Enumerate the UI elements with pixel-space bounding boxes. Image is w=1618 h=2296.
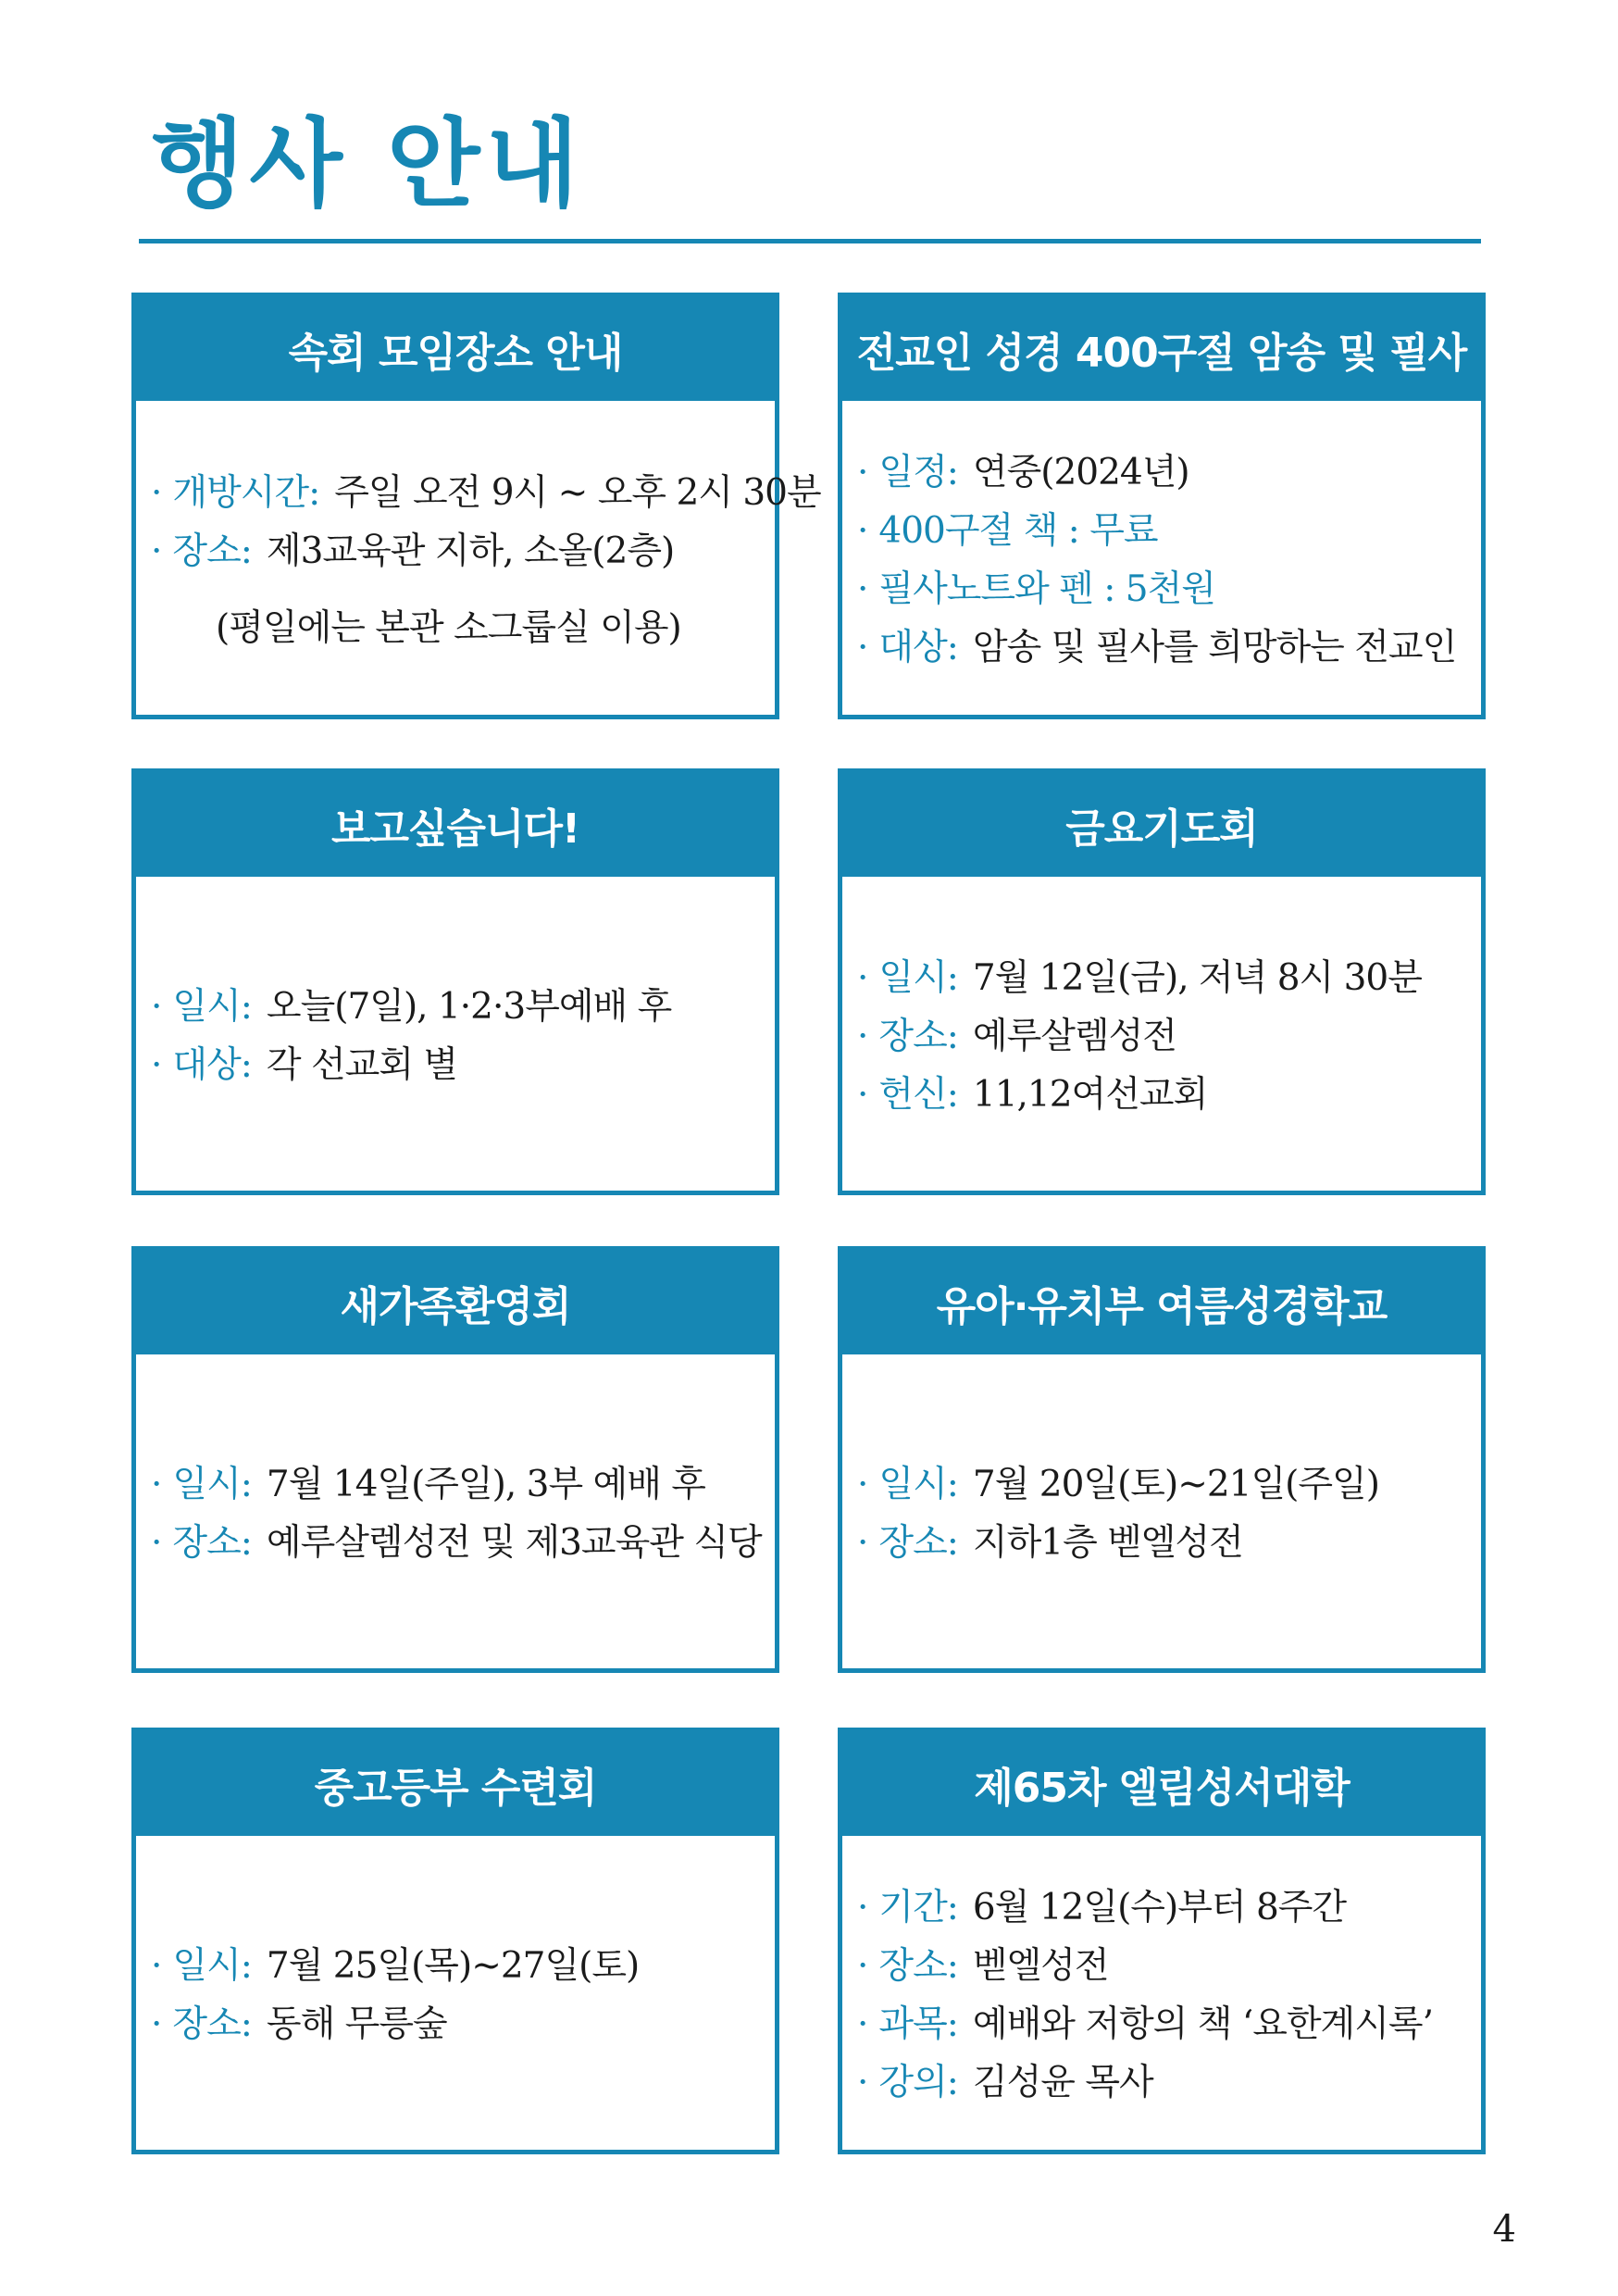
bullet: · [857, 627, 868, 668]
info-row [151, 1937, 775, 1995]
bullet: · [857, 510, 868, 552]
card-body [842, 1354, 1481, 1673]
info-row [151, 1995, 775, 2053]
bullet: · [151, 471, 162, 514]
info-row [857, 2053, 1481, 2112]
bullet: · [857, 452, 868, 493]
row-label: 일시: [172, 986, 252, 1028]
row-label: 장소: [172, 2003, 252, 2045]
card-small-group-location [131, 293, 821, 719]
info-row [151, 464, 821, 522]
card-body [842, 877, 1481, 1195]
row-value: 7월 14일(주일), 3부 예배 후 [266, 1464, 705, 1505]
row-value: 필사노트와 펜 : 5천원 [878, 568, 1215, 610]
card-vbs-kindergarten [838, 1246, 1486, 1673]
info-row [151, 1036, 775, 1094]
row-value: 김성윤 목사 [972, 2062, 1153, 2103]
row-label: 장소: [878, 1015, 958, 1057]
card-title: 유아·유치부 여름성경학교 [842, 1251, 1481, 1354]
info-note [151, 599, 775, 657]
row-label: 장소: [878, 1522, 958, 1564]
info-row [151, 978, 775, 1036]
row-label: 장소: [172, 530, 252, 572]
row-value: 제3교육관 지하, 소올(2층) [266, 530, 675, 572]
row-label: 대상: [878, 627, 958, 668]
info-row [857, 1066, 1481, 1124]
bullet: · [857, 568, 868, 610]
info-row [857, 1007, 1481, 1066]
bullet: · [151, 530, 162, 572]
card-bible-memorization [838, 293, 1486, 719]
info-row [857, 1878, 1481, 1937]
card-body [136, 401, 821, 719]
row-label: 장소: [878, 1945, 958, 1987]
card-body [136, 1836, 775, 2154]
bullet: · [151, 1464, 162, 1505]
bullet: · [857, 1073, 868, 1116]
card-body [136, 877, 775, 1195]
row-value: 각 선교회 별 [266, 1044, 458, 1086]
card-friday-prayer [838, 768, 1486, 1195]
row-label: 일시: [172, 1945, 252, 1987]
row-value: 벧엘성전 [972, 1945, 1109, 1987]
card-title: 속회 모임장소 안내 [136, 297, 775, 401]
card-title: 제65차 엘림성서대학 [842, 1732, 1481, 1836]
row-value: 7월 25일(목)~27일(토) [266, 1945, 640, 1987]
row-value: 연중(2024년) [972, 452, 1189, 493]
bullet: · [857, 1522, 868, 1564]
bullet: · [151, 2003, 162, 2045]
row-label: 대상: [172, 1044, 252, 1086]
card-elim-bible-college [838, 1728, 1486, 2154]
page-title: 행사 안내 [151, 107, 585, 220]
info-row [857, 1995, 1481, 2053]
card-title: 금요기도회 [842, 773, 1481, 877]
bullet: · [857, 1015, 868, 1057]
row-value: 7월 12일(금), 저녁 8시 30분 [972, 956, 1422, 999]
card-title: 전교인 성경 400구절 암송 및 필사 [842, 297, 1481, 401]
info-row [151, 522, 775, 580]
row-label: 기간: [878, 1887, 958, 1928]
title-divider [139, 239, 1481, 243]
bullet: · [857, 2003, 868, 2045]
bullet: · [151, 986, 162, 1028]
card-body [842, 1836, 1481, 2154]
row-value: 예루살렘성전 및 제3교육관 식당 [266, 1522, 762, 1564]
row-label: 일시: [172, 1464, 252, 1505]
info-row [857, 443, 1481, 502]
info-row [857, 560, 1481, 618]
row-label: 일시: [878, 956, 958, 999]
row-label: 강의: [878, 2062, 958, 2103]
info-row [151, 1514, 775, 1572]
row-label: 과목: [878, 2003, 958, 2045]
info-row [857, 1514, 1481, 1572]
info-row [857, 1455, 1481, 1514]
card-body [842, 401, 1481, 719]
card-body [136, 1354, 775, 1673]
card-title: 중고등부 수련회 [136, 1732, 775, 1836]
bullet: · [857, 1887, 868, 1928]
bullet: · [151, 1945, 162, 1987]
bullet: · [151, 1522, 162, 1564]
info-row [857, 1937, 1481, 1995]
row-label: 개방시간: [172, 471, 320, 514]
row-label: 헌신: [878, 1073, 958, 1116]
row-value: 예배와 저항의 책 ‘요한계시록’ [972, 2003, 1433, 2045]
bullet: · [857, 1464, 868, 1505]
bullet: · [857, 1945, 868, 1987]
row-label: 일시: [878, 1464, 958, 1505]
page-number: 4 [1492, 2208, 1516, 2251]
row-value: 오늘(7일), 1·2·3부예배 후 [266, 986, 672, 1028]
row-value: 동해 무릉숲 [266, 2003, 447, 2045]
card-new-family-welcome [131, 1246, 779, 1673]
row-value: 지하1층 벧엘성전 [972, 1522, 1243, 1564]
row-value: 주일 오전 9시 ~ 오후 2시 30분 [334, 471, 821, 514]
row-value: 예루살렘성전 [972, 1015, 1176, 1057]
card-title: 새가족환영회 [136, 1251, 775, 1354]
row-value: 11,12여선교회 [972, 1073, 1208, 1116]
info-row [857, 502, 1481, 560]
row-value: 암송 및 필사를 희망하는 전교인 [972, 627, 1457, 668]
row-label: 일정: [878, 452, 958, 493]
row-value: 400구절 책 : 무료 [878, 510, 1158, 552]
row-value: 7월 20일(토)~21일(주일) [972, 1464, 1379, 1505]
info-row [857, 949, 1481, 1007]
bullet: · [151, 1044, 162, 1086]
note-text: (평일에는 본관 소그룹실 이용) [216, 606, 681, 649]
row-value: 6월 12일(수)부터 8주간 [972, 1887, 1347, 1928]
card-title: 보고싶습니다! [136, 773, 775, 877]
card-miss-you [131, 768, 779, 1195]
info-row [857, 618, 1481, 677]
bullet: · [857, 956, 868, 999]
info-row [151, 1455, 775, 1514]
bullet: · [857, 2062, 868, 2103]
row-label: 장소: [172, 1522, 252, 1564]
card-youth-retreat [131, 1728, 779, 2154]
